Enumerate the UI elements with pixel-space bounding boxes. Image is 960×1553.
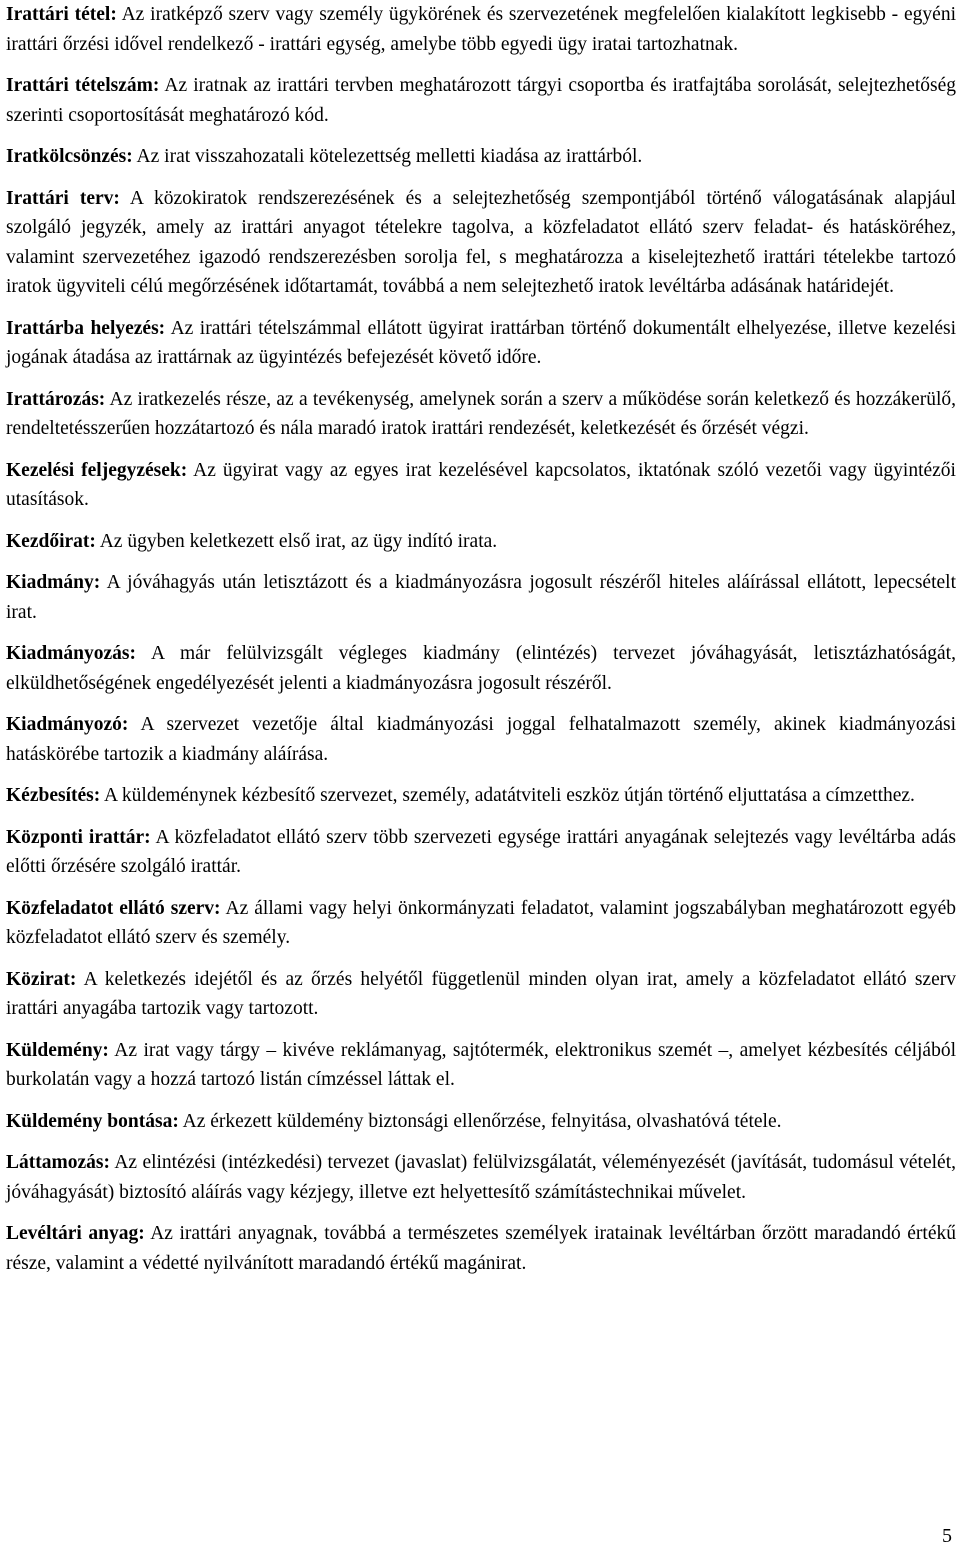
entry-definition: Az elintézési (intézkedési) tervezet (javaslat) felülvizsgálatát, véleményezését (javítását, tudomásul vételét, jóváhagyását) biztosító aláírás vagy kézjegy, illetve ezt helyettesítő számítástechnikai művelet. [6,1152,956,1203]
glossary-entry [6,1219,956,1278]
entry-term: Irattári tétel: [6,4,117,25]
entry-definition: Az iratnak az irattári tervben meghatározott tárgyi csoportba és iratfajtába sorolását, selejtezhetőség szerinti csoportosítását meghatározó kód. [6,75,956,126]
entry-definition: Az irat vagy tárgy – kivéve reklámanyag, sajtótermék, elektronikus szemét –, amelyet kézbesítés céljából burkolatán vagy a hozzá tartozó listán címzéssel láttak el. [6,1039,956,1090]
entry-term: Iratkölcsönzés: [6,146,133,167]
glossary-entry [6,142,956,172]
entry-term: Irattári terv: [6,187,120,209]
entry-definition: A keletkezés idejétől és az őrzés helyétől függetlenül minden olyan irat, amely a közfeladatot ellátó szerv irattári anyagába tartozik vagy tartozott. [6,968,956,1019]
entry-term: Kiadmányozás: [6,643,137,664]
glossary-entry [6,710,956,769]
entry-definition: Az ügyirat vagy az egyes irat kezelésével kapcsolatos, iktatónak szóló vezetői vagy ügyintézői utasítások. [6,459,956,510]
entry-definition: A jóváhagyás után letisztázott és a kiadmányozásra jogosult részéről hiteles aláírással ellátott, lepecsételt irat. [6,572,956,623]
entry-term: Láttamozás: [6,1152,110,1173]
glossary-entry [6,314,956,373]
entry-term: Központi irattár: [6,826,151,848]
entry-definition: Az iratkezelés része, az a tevékenység, amelynek során a szerv a működése során keletkező és hozzákerülő, rendeltetésszerűen hozzátartozó és nála maradó iratok irattári rendezését, keletkezését és őrzését végzi. [6,388,956,439]
entry-term: Küldemény bontása: [6,1110,179,1132]
entry-definition: Az állami vagy helyi önkormányzati feladatot, valamint jogszabályban meghatározott egyéb közfeladatot ellátó szerv és személy. [6,897,956,948]
entry-definition: Az érkezett küldemény biztonsági ellenőrzése, felnyitása, olvashatóvá tétele. [182,1110,782,1132]
entry-term: Irattárba helyezés: [6,317,166,339]
glossary-entry [6,1148,956,1207]
glossary-entry [6,639,956,698]
entry-definition: Az ügyben keletkezett első irat, az ügy indító irata. [99,530,498,552]
entry-term: Kezelési feljegyzések: [6,459,188,481]
entry-definition: Az irattári tételszámmal ellátott ügyirat irattárban történő dokumentált elhelyezése, illetve kezelési jogának átadása az irattárnak az ügyintézés befejezését követő időre. [6,317,956,368]
entry-term: Kézbesítés: [6,785,101,806]
glossary-entry [6,385,956,444]
glossary-entry [6,823,956,882]
entry-term: Levéltári anyag: [6,1223,145,1244]
entry-term: Kiadmány: [6,572,101,593]
glossary-entry [6,965,956,1024]
entry-definition: Az irattári anyagnak, továbbá a természetes személyek iratainak levéltárban őrzött maradandó értékű része, valamint a védetté nyilvánított maradandó értékű magánirat. [6,1223,956,1274]
entry-term: Kezdőirat: [6,530,96,552]
entry-definition: Az irat visszahozatali kötelezettség melletti kiadása az irattárból. [136,146,643,167]
entry-term: Irattározás: [6,388,106,410]
entry-term: Irattári tételszám: [6,75,160,96]
glossary-entry [6,1107,956,1137]
entry-definition: A szervezet vezetője által kiadmányozási joggal felhatalmazott személy, akinek kiadmányozási hatáskörébe tartozik a kiadmány aláírása. [6,714,956,765]
entry-definition: A közfeladatot ellátó szerv több szervezeti egysége irattári anyagának selejtezés vagy levéltárba adás előtti őrzésére szolgáló irattár. [6,826,956,877]
glossary-entry [6,71,956,130]
glossary-entry [6,781,956,811]
glossary-entry [6,184,956,302]
glossary-entry [6,527,956,557]
page-number: 5 [942,1525,952,1547]
entry-term: Küldemény: [6,1039,109,1061]
entry-term: Közfeladatot ellátó szerv: [6,897,221,919]
glossary-entry [6,894,956,953]
entry-definition: A már felülvizsgált végleges kiadmány (elintézés) tervezet jóváhagyását, letisztázhatóságát, elküldhetőségének engedélyezését jelenti a kiadmányozásra jogosult részéről. [6,643,956,694]
entry-term: Közirat: [6,968,77,990]
entry-definition: Az iratképző szerv vagy személy ügykörének és szervezetének megfelelően kialakított legkisebb - egyéni irattári őrzési idővel rendelkező - irattári egység, amelybe több egyedi ügy iratai tartozhatnak. [6,4,956,55]
glossary-entry [6,1036,956,1095]
glossary-entry [6,456,956,515]
glossary-document [6,0,956,1290]
entry-definition: A küldeménynek kézbesítő szervezet, személy, adatátviteli eszköz útján történő eljuttatása a címzetthez. [104,785,915,806]
entry-definition: A közokiratok rendszerezésének és a selejtezhetőség szempontjából történő válogatásának alapjául szolgáló jegyzék, amely az irattári anyagot tételekre tagolva, a közfeladatot ellátó szerv feladat- és hatásköréhez, valamint szervezetéhez igazodó rendszerezésben sorolja fel, s meghatározza a kiselejtezhető irattári tételekbe tartozó iratok ügyviteli célú megőrzésének időtartamát, továbbá a nem selejtezhető iratok levéltárba adásának határidejét. [6,187,956,297]
glossary-entry [6,0,956,59]
entry-term: Kiadmányozó: [6,714,129,735]
glossary-entry [6,568,956,627]
